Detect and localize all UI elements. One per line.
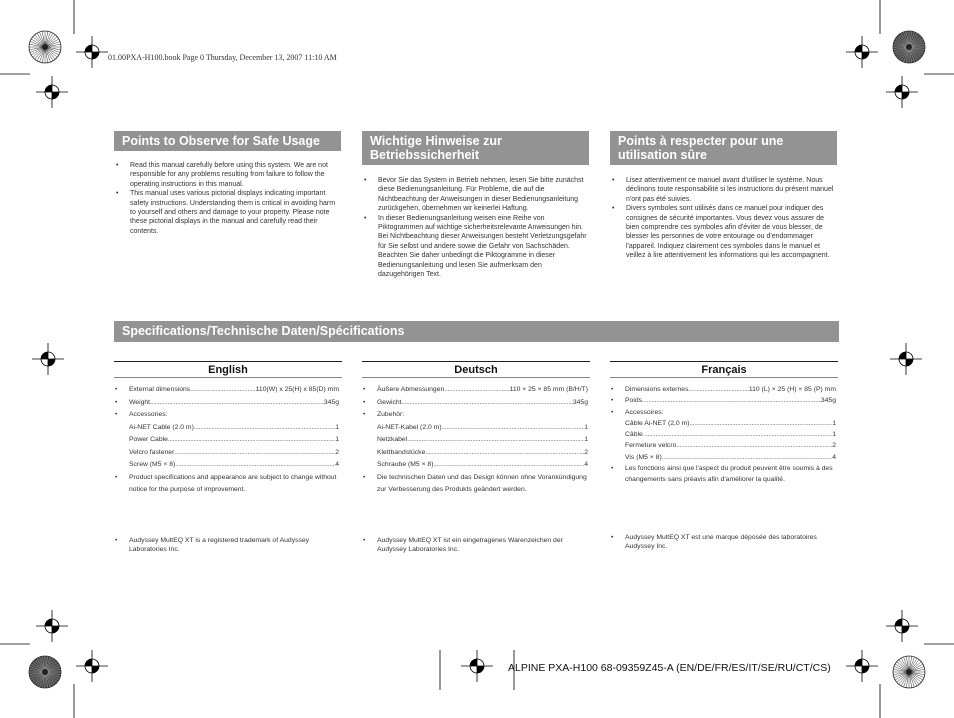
list-item: • Read this manual carefully before using this system. We are not responsible for any problems resulting from failure to follow the operating instructions in this manual. — [114, 161, 342, 189]
accessory-qty: 4 — [335, 461, 339, 468]
list-item: • Bevor Sie das System in Betrieb nehmen, lesen Sie bitte zunächst diese Bedienungsanleitung. Für Probleme, die auf die Nichtbeachtung der Anweisungen in dieser Bedienungsanleitung zurückgehen, übernehmen wir keinerlei Haftung. — [362, 176, 590, 214]
trademark-text: • Audyssey MultEQ XT is a registered trademark of Audyssey Laboratories Inc. — [114, 536, 342, 554]
registration-mark-fill — [477, 666, 484, 673]
accessory-qty: 4 — [584, 461, 588, 468]
spec-weight-value: 345g — [323, 398, 339, 406]
spec-heading-fr: Français — [610, 361, 838, 378]
spec-weight-label: • Gewicht — [377, 398, 402, 406]
safety-text-en — [114, 161, 342, 236]
trademark-en — [114, 536, 342, 554]
registration-mark-fill — [899, 352, 906, 359]
trademark-text: • Audyssey MultEQ XT est une marque déposée des laboratoires Audyssey Inc. — [610, 533, 820, 551]
spec-list-en — [114, 384, 339, 497]
accessory-name: Klettbandstücke — [377, 448, 426, 456]
spec-dimensions-value: 110 (L) × 25 (H) × 85 (P) mm — [748, 386, 836, 393]
list-item: • Divers symboles sont utilisés dans ce manuel pour indiquer des consignes de sécurité importantes. Vous devez vous assurer de bien comprendre ces symboles afin d'éviter de vous blesser, de blesser les personnes de votre entourage ou d'endommager l'appareil. Indiquez clairement ces symboles dans le manuel et veillez à lire attentivement les informations qui les accompagnent. — [610, 204, 838, 260]
spec-dimensions-label: • Dimensions externes — [625, 386, 689, 393]
spec-heading-de: Deutsch — [362, 361, 590, 378]
accessory-name: Fermeture velcro — [625, 442, 677, 450]
accessory-qty: 2 — [832, 442, 836, 450]
color-target-center — [42, 669, 48, 675]
registration-mark-fill — [45, 85, 52, 92]
accessory-name: Power Cable — [129, 436, 168, 443]
trademark-de — [362, 536, 590, 554]
registration-mark-fill — [895, 85, 902, 92]
color-target-center — [906, 44, 912, 50]
accessory-name: Ai-NET Cable (2.0 m) — [129, 423, 194, 431]
spec-list-de — [362, 384, 588, 497]
accessory-qty: 1 — [335, 423, 339, 431]
list-item: • Lisez attentivement ce manuel avant d'utiliser le système. Nous déclinons toute responsabilité si les instructions du présent manuel n'ont pas été suivies. — [610, 176, 838, 204]
registration-mark-fill — [45, 619, 52, 626]
registration-mark-fill — [895, 619, 902, 626]
spec-dimensions-label: • Äußere Abmessungen — [377, 386, 445, 393]
accessory-qty: 1 — [832, 419, 836, 427]
trademark-text: • Audyssey MultEQ XT ist ein eingetragenes Warenzeichen der Audyssey Laboratories Inc. — [362, 536, 590, 554]
accessory-name: Schraube (M5 × 8) — [377, 461, 434, 468]
spec-accessories-label: • Accessoires: — [610, 407, 836, 418]
safety-header-de: Wichtige Hinweise zur Betriebssicherheit — [362, 131, 589, 165]
trademark-fr — [610, 533, 820, 551]
spec-note-fr: • Les fonctions ainsi que l'aspect du produit peuvent être soumis à des changements sans préavis afin d'améliorer la qualité. — [610, 463, 836, 486]
accessory-name: Netzkabel — [377, 436, 408, 443]
accessory-name: Câble Ai-NET (2,0 m) — [625, 419, 690, 427]
accessory-name: Screw (M5 × 8) — [129, 461, 176, 468]
registration-mark-fill — [862, 666, 869, 673]
accessory-qty: 1 — [584, 436, 588, 443]
registration-mark-fill — [906, 359, 913, 366]
registration-mark-fill — [862, 52, 869, 59]
accessory-qty: 2 — [584, 448, 588, 456]
color-target-center — [906, 669, 912, 675]
registration-mark-fill — [85, 659, 92, 666]
registration-mark-fill — [41, 352, 48, 359]
spec-list-fr — [610, 384, 836, 486]
registration-mark-fill — [470, 659, 477, 666]
spec-dimensions-value: 110 × 25 × 85 mm (B/H/T) — [509, 386, 588, 393]
accessory-name: Ai-NET-Kabel (2,0 m) — [377, 423, 442, 431]
spec-heading-en: English — [114, 361, 342, 378]
safety-text-fr — [610, 176, 838, 261]
accessory-qty: 1 — [584, 423, 588, 431]
accessory-qty: 4 — [832, 453, 836, 461]
spec-weight-label: • Poids — [625, 397, 643, 405]
registration-mark-fill — [92, 666, 99, 673]
spec-dimensions-label: • External dimensions — [129, 386, 191, 393]
registration-mark-fill — [85, 45, 92, 52]
print-info-line: 01.00PXA-H100.book Page 0 Thursday, December 13, 2007 11:10 AM — [108, 53, 337, 62]
spec-dimensions-value: 110(W) x 25(H) x 85(D) mm — [255, 386, 339, 393]
registration-mark-fill — [902, 92, 909, 99]
list-item: • This manual uses various pictorial displays indicating important safety instructions. Understanding them is critical in avoiding harm to yourself and others and damage to your property. Please note these pictorial displays in the manual and carefully read their contents. — [114, 189, 342, 236]
safety-header-en: Points to Observe for Safe Usage — [114, 131, 341, 151]
specifications-header: Specifications/Technische Daten/Spécifications — [114, 321, 839, 342]
color-target-center — [42, 44, 48, 50]
spec-weight-value: 345g — [820, 397, 836, 405]
spec-note-en: • Product specifications and appearance are subject to change without notice for the purpose of improvement. — [114, 472, 339, 497]
registration-mark-fill — [92, 52, 99, 59]
spec-accessories-label: • Zubehör: — [362, 409, 588, 422]
spec-weight-label: • Weight — [129, 398, 151, 406]
safety-header-fr: Points à respecter pour une utilisation sûre — [610, 131, 837, 165]
accessory-name: Vis (M5 × 8) — [625, 453, 662, 461]
spec-accessories-label: • Accessories: — [114, 409, 339, 422]
accessory-name: Câble — [625, 431, 643, 439]
document-footer: ALPINE PXA-H100 68-09359Z45-A (EN/DE/FR/ES/IT/SE/RU/CT/CS) — [508, 662, 831, 674]
accessory-qty: 1 — [335, 436, 339, 443]
registration-mark-fill — [855, 659, 862, 666]
accessory-name: Velcro fastener — [129, 448, 175, 456]
spec-weight-value: 345g — [572, 398, 588, 406]
list-item: • In dieser Bedienungsanleitung weisen eine Reihe von Piktogrammen auf wichtige sicherheitsrelevante Anweisungen hin. Bei Nichtbeachtung dieser Anweisungen besteht Verletzungsgefahr für Sie selbst und andere sowie die Gefahr von Sachschäden. Beachten Sie daher unbedingt die Piktogramme in dieser Bedienungsanleitung und lesen Sie aufmerksam den dazugehörigen Text. — [362, 214, 590, 280]
registration-mark-fill — [52, 626, 59, 633]
registration-mark-fill — [902, 626, 909, 633]
accessory-qty: 1 — [832, 431, 836, 439]
accessory-qty: 2 — [335, 448, 339, 456]
registration-mark-fill — [855, 45, 862, 52]
registration-mark-fill — [48, 359, 55, 366]
registration-mark-fill — [52, 92, 59, 99]
safety-text-de — [362, 176, 590, 279]
spec-note-de: • Die technischen Daten und das Design können ohne Vorankündigung zur Verbesserung des Produkts geändert werden. — [362, 472, 588, 497]
